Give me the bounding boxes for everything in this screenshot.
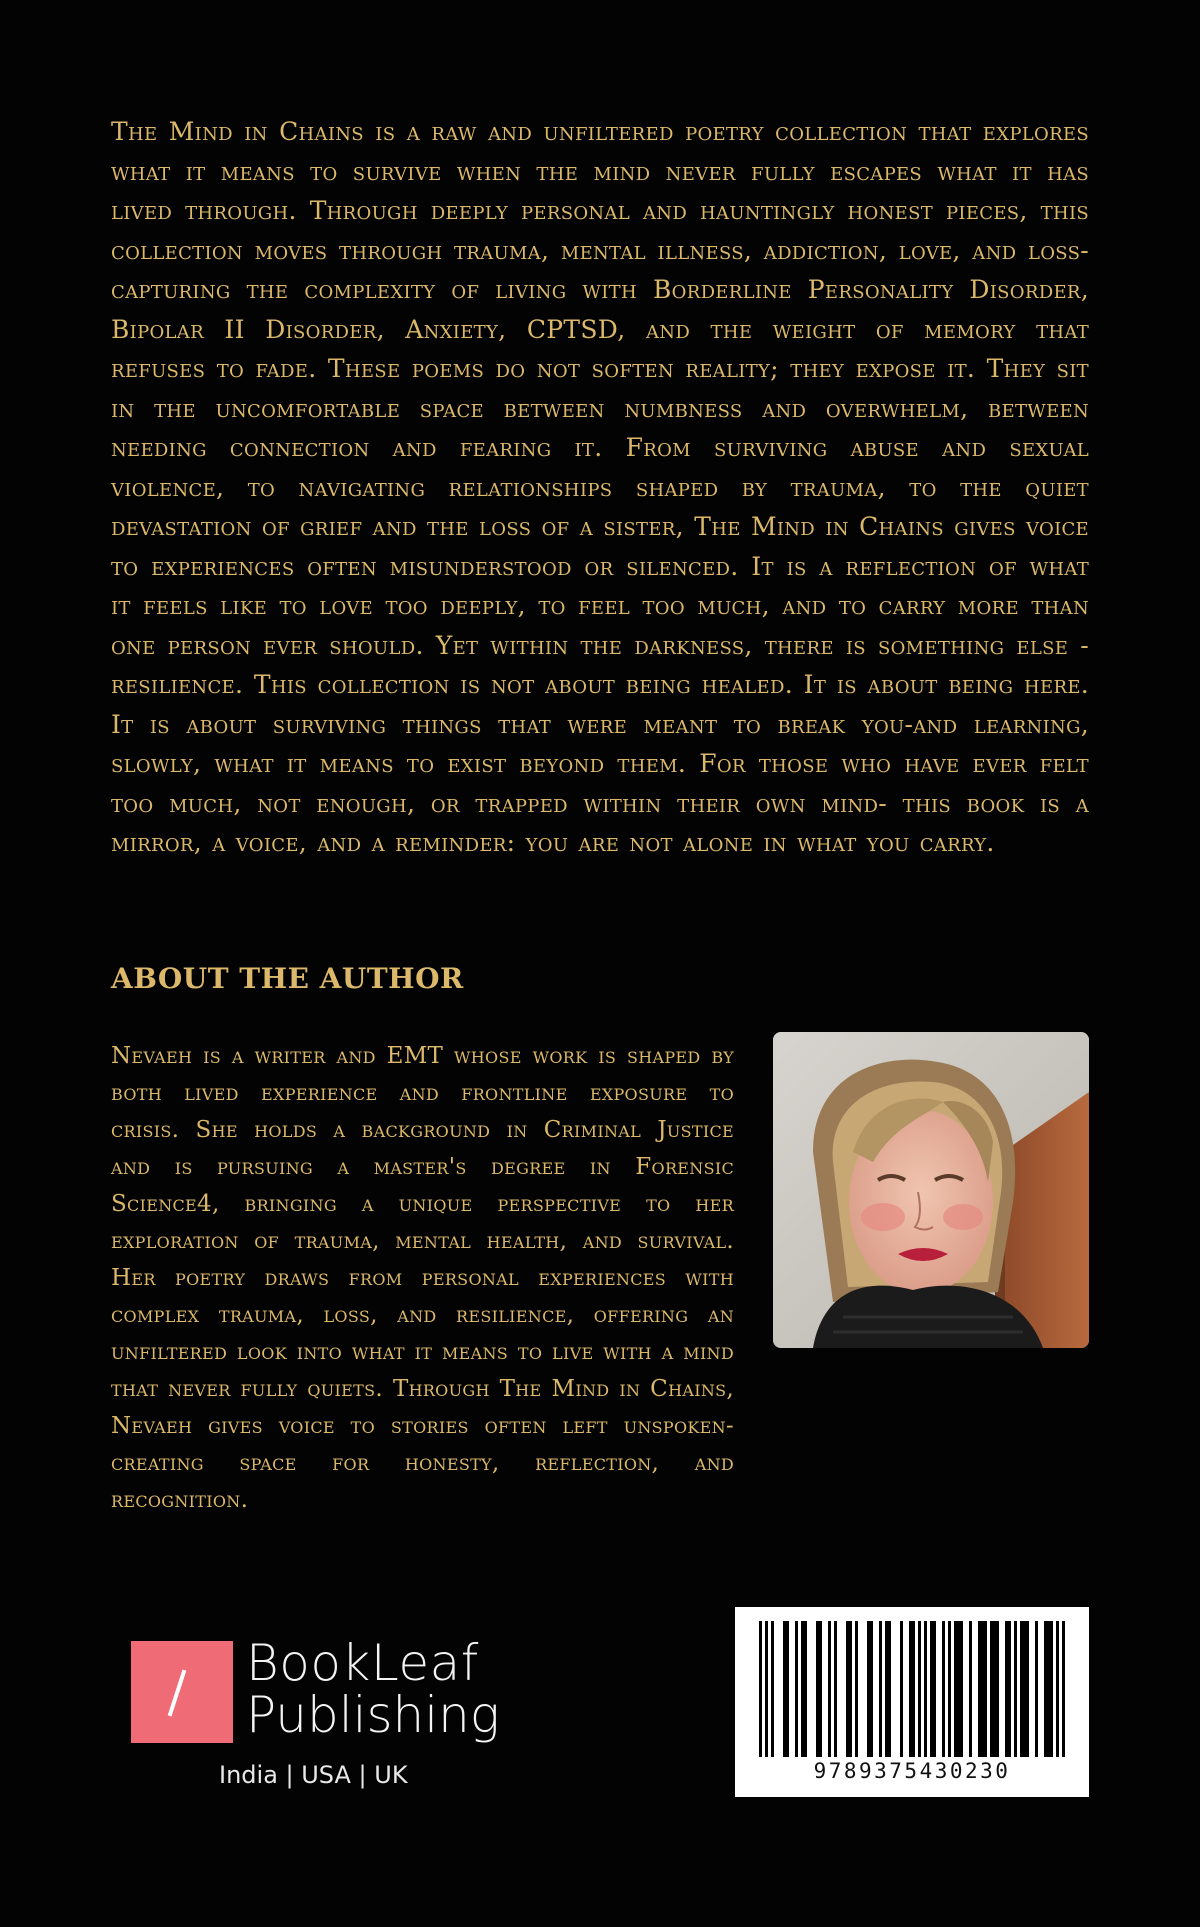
back-cover-blurb: The Mind in Chains is a raw and unfiltered poetry collection that explores what it means to survive when the mind never fully escapes what it has lived through. Through deeply personal and hauntingly honest pieces, this collection moves through trauma, mental illness, addiction, love, and loss- capturing the complexity of living with Borderline Personality Disorder, Bipolar II Disorder, Anxiety, CPTSD, and the weight of memory that refuses to fade. These poems do not soften reality; they expose it. They sit in the uncomfortable space between numbness and overwhelm, between needing connection and fearing it. From surviving abuse and sexual violence, to navigating relationships shaped by trauma, to the quiet devastation of grief and the loss of a sister, The Mind in Chains gives voice to experiences often misunderstood or silenced. It is a reflection of what it feels like to love too deeply, to feel too much, and to carry more than one person ever should. Yet within the darkness, there is something else -resilience. This collection is not about being healed. It is about being here. It is about surviving things that were meant to break you-and learning, slowly, what it means to exist beyond them. For those who have ever felt too much, not enough, or trapped within their own mind- this book is a mirror, a voice, and a reminder: you are not alone in what you carry. <box>111 117 1089 857</box>
barcode-bar <box>909 1621 915 1757</box>
barcode-bar <box>765 1621 768 1757</box>
barcode-bar <box>1044 1621 1053 1757</box>
barcode-bar <box>1062 1621 1065 1757</box>
barcode-bar <box>828 1621 831 1757</box>
barcode-bar <box>816 1621 822 1757</box>
barcode-bar <box>759 1621 762 1757</box>
barcode-bar <box>1005 1621 1011 1757</box>
barcode-bar <box>990 1621 999 1757</box>
barcode-bar <box>1056 1621 1059 1757</box>
barcode-bar <box>969 1621 972 1757</box>
barcode-bar <box>1020 1621 1029 1757</box>
barcode-bar <box>918 1621 921 1757</box>
bookleaf-slash-icon <box>131 1641 233 1743</box>
barcode-bar <box>867 1621 873 1757</box>
barcode-bar <box>771 1621 774 1757</box>
barcode-bar <box>1035 1621 1038 1757</box>
about-author-heading: ABOUT THE AUTHOR <box>111 962 464 995</box>
barcode-bar <box>948 1621 951 1757</box>
barcode-bar <box>954 1621 963 1757</box>
publisher-regions: India | USA | UK <box>219 1761 408 1789</box>
barcode-bar <box>855 1621 858 1757</box>
barcode-bar <box>930 1621 936 1757</box>
barcode-bar <box>846 1621 852 1757</box>
barcode-bar <box>879 1621 882 1757</box>
barcode-bar <box>795 1621 798 1757</box>
barcode-bars <box>759 1621 1065 1757</box>
author-photo <box>773 1032 1089 1348</box>
barcode-bar <box>783 1621 789 1757</box>
isbn-number: 9789375430230 <box>813 1759 1011 1783</box>
author-bio: Nevaeh is a writer and EMT whose work is shaped by both lived experience and frontline exposure to crisis. She holds a background in Criminal Justice and is pursuing a master's degree in Forensic Science4, bringing a unique perspective to her exploration of trauma, mental health, and survival. Her poetry draws from personal experiences with complex trauma, loss, and resilience, offering an unfiltered look into what it means to live with a mind that never fully quiets. Through The Mind in Chains, Nevaeh gives voice to stories often left unspoken- creating space for honesty, reflection, and recognition. <box>111 1043 734 1513</box>
publisher-logo <box>131 1634 511 1789</box>
barcode-bar <box>924 1621 927 1757</box>
publisher-name-line2: Publishing <box>246 1686 500 1744</box>
isbn-barcode <box>735 1607 1089 1797</box>
barcode-bar <box>1014 1621 1017 1757</box>
publisher-name-line1: BookLeaf <box>246 1634 479 1692</box>
barcode-bar <box>900 1621 903 1757</box>
barcode-bar <box>885 1621 891 1757</box>
barcode-bar <box>942 1621 945 1757</box>
barcode-bar <box>834 1621 837 1757</box>
barcode-bar <box>978 1621 987 1757</box>
barcode-bar <box>801 1621 807 1757</box>
